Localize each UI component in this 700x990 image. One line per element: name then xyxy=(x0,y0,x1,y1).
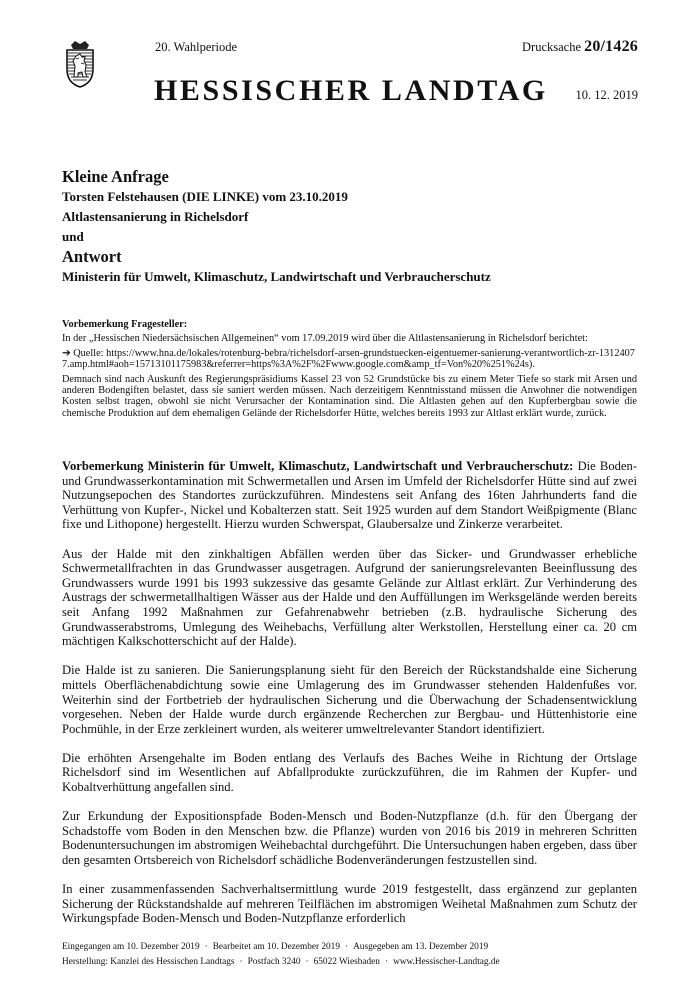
vorbemerkung-ministerin-title: Vorbemerkung Ministerin für Umwelt, Klimaschutz, Landwirtschaft und Verbraucherschutz: xyxy=(62,459,574,473)
vorbemerkung-ministerin xyxy=(62,459,637,941)
document-date: 10. 12. 2019 xyxy=(575,88,638,102)
author-line: Torsten Felstehausen (DIE LINKE) vom 23.10.2019 xyxy=(62,189,348,204)
footer-ort: 65022 Wiesbaden xyxy=(313,957,380,967)
document-heading xyxy=(62,167,642,287)
footer-postfach: Postfach 3240 xyxy=(247,957,301,967)
footer-separator: · xyxy=(344,942,349,952)
footer-eingegangen: Eingegangen am 10. Dezember 2019 xyxy=(62,942,200,952)
drucksache xyxy=(522,38,638,56)
paragraph: In der „Hessischen Niedersächsischen Allgemeinen“ vom 17.09.2019 wird über die Altlastensanierung in Richelsdorf berichtet: xyxy=(62,333,588,345)
vorbemerkung-fragesteller-title: Vorbemerkung Fragesteller: xyxy=(62,319,188,330)
kleine-anfrage-title: Kleine Anfrage xyxy=(62,167,169,186)
footer-dates xyxy=(62,940,642,955)
paragraph-text: Die Boden- und Grundwasserkontamination mit Schwermetallen und Arsen im Umfeld der Richelsdorfer Hütte sind auf zwei Nutzungsepochen des Standortes zurückzuführen. Mindestens seit Anfang des 16ten Jahrhunderts fand die Verhüttung von Kupfer-, Nickel und Kobalterzen statt. Seit 1925 wurden auf dem Standort Weißpigmente (Blanc fixe und Lithopone) hergestellt. Hierzu wurden Schwerspat, Glaubersalze und Zinkerze verarbeitet. xyxy=(62,459,638,532)
footer-separator: · xyxy=(305,957,309,967)
footer-separator: · xyxy=(239,957,243,967)
paragraph: In einer zusammenfassenden Sachverhaltsermittlung wurde 2019 festgestellt, dass ergänzend zur geplanten Sicherung der Rückstandshalde auf mehreren Teilflächen im abstromigen Weihetal Maßnahmen zum Schutz der Wirkungspfade Boden-Mensch und Boden-Nutzpflanze erforderlich xyxy=(62,882,637,926)
footer-separator: · xyxy=(204,942,208,952)
page-footer xyxy=(62,940,642,970)
paragraph: Aus der Halde mit den zinkhaltigen Abfällen werden über das Sicker- und Grundwasser erhebliche Schwermetallfrachten in das Grundwasser ausgetragen. Aufgrund der sanierungsrelevanten Beeinflussung des Grundwassers wurde 1991 bis 1993 sukzessive das gesamte Gelände zur Altlast erklärt. Zur Verhinderung des Austrags der schwermetallhaltigen Wässer aus der Halde und den Auffüllungen im Werksgelände werden bereits seit Anfang 1992 Maßnahmen zur Gefahrenabwehr betrieben (z.B. hydraulische Sicherung des Grundwasserabstroms, Umlegung des Weihebachs, Verfüllung alter Werkstollen, Herstellung einer ca. 20 cm mächtigen Kalkschotterschicht auf der Halde). xyxy=(62,546,637,649)
paragraph: Die Halde ist zu sanieren. Die Sanierungsplanung sieht für den Bereich der Rückstandshalde eine Sicherung mittels Oberflächenabdichtung sowie eine Umlagerung des im Grundwasser stehenden Haldenfußes vor. Weiterhin sind der Fortbetrieb der hydraulischen Sicherung und die Überwachung der Schadensentwicklung vorgesehen. Neben der Halde wurde durch ergänzende Recherchen zur Bergbau- und Hüttenhistorie eine Pochmühle, in der Erze zerkleinert wurden, als weiterer umweltrelevanter Standort identifiziert. xyxy=(62,663,637,736)
vorbemerkung-fragesteller xyxy=(62,319,637,422)
paragraph: Demnach sind nach Auskunft des Regierungspräsidiums Kassel 23 von 52 Grundstücke bis zu einem Meter Tiefe so stark mit Arsen und anderen Bodengiften belastet, dass sie saniert werden müssen. Nach derzeitigem Kenntnisstand müssen die Anwohner die notwendigen Kosten selbst tragen, obwohl sie nicht Verursacher der Kontamination sind. Die Altlasten gehen auf den Kupferbergbau sowie die chemische Produktion auf dem ehemaligen Gelände der Richelsdorfer Hütte, welches bereits 1993 zur Altlast erklärt wurde, zurück. xyxy=(62,373,637,419)
source-link[interactable]: ➔ Quelle: https://www.hna.de/lokales/rotenburg-bebra/richelsdorf-arsen-grundstuecken-eigentuemer-sanierung-verantwortlich-zr-13124077.amp.html#aoh=15713101175983&referrer=https%3A%2F%2Fwww.google.com&amp_tf=Von%20%251%24s). xyxy=(62,347,635,371)
parliament-title: HESSISCHER LANDTAG xyxy=(154,74,548,107)
subject-line: Altlastensanierung in Richelsdorf xyxy=(62,209,249,224)
drucksache-label: Drucksache xyxy=(522,40,582,54)
drucksache-number: 20/1426 xyxy=(584,38,638,55)
footer-website-link[interactable]: www.Hessischer-Landtag.de xyxy=(393,957,500,967)
hessen-lion-crest-icon xyxy=(63,39,97,89)
paragraph xyxy=(62,459,637,532)
und-line: und xyxy=(62,229,84,244)
footer-separator: · xyxy=(384,957,389,967)
footer-bearbeitet: Bearbeitet am 10. Dezember 2019 xyxy=(212,942,340,952)
ministry-line: Ministerin für Umwelt, Klimaschutz, Landwirtschaft und Verbraucherschutz xyxy=(62,269,491,284)
footer-herstellung: Herstellung: Kanzlei des Hessischen Landtags xyxy=(62,957,235,967)
footer-imprint xyxy=(62,955,642,970)
footer-ausgegeben: Ausgegeben am 13. Dezember 2019 xyxy=(353,942,489,952)
paragraph: Zur Erkundung der Expositionspfade Boden-Mensch und Boden-Nutzpflanze (d.h. für den Übergang der Schadstoffe vom Boden in den Menschen bzw. die Pflanze) wurden von 2016 bis 2019 in mehreren Schritten Bodenuntersuchungen im abstromigen Weihebachtal durchgeführt. Die Untersuchungen haben ergeben, dass über den gesamten Ortsbereich von Richelsdorf schädliche Bodenveränderungen festzustellen sind. xyxy=(62,809,637,868)
antwort-title: Antwort xyxy=(62,247,122,266)
paragraph: Die erhöhten Arsengehalte im Boden entlang des Verlaufs des Baches Weihe in Richtung der Ortslage Richelsdorf sind im Wesentlichen auf Abfallprodukte zurückzuführen, die im Rahmen der Kupfer- und Kobaltverhüttung angefallen sind. xyxy=(62,750,637,795)
wahlperiode: 20. Wahlperiode xyxy=(155,40,238,54)
